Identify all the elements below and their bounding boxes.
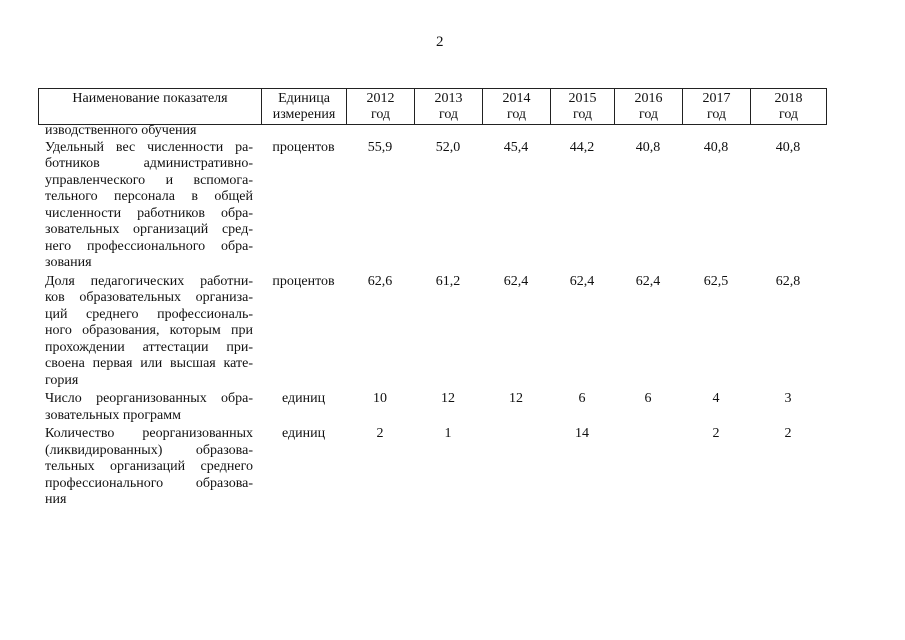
indicator-name-line: профессионального образова-: [45, 475, 253, 491]
header-year-suffix: год: [778, 106, 799, 122]
value-cell: 1: [444, 426, 452, 441]
header-unit-line2: измерения: [272, 106, 336, 122]
indicator-name-line: Число реорганизованных обра-: [45, 391, 253, 406]
header-year: 2014: [502, 90, 531, 106]
indicator-name: [38, 426, 261, 511]
header-indicator-name: Наименование показателя: [39, 89, 262, 125]
value-cell: 62,4: [635, 273, 661, 289]
header-year-2013: [415, 89, 483, 125]
table-row: [38, 140, 826, 274]
indicator-name: [38, 274, 261, 392]
value-cell: 44,2: [569, 139, 595, 155]
header-year-2014: [483, 89, 551, 125]
value-cell: 40,8: [703, 139, 729, 155]
header-year-suffix: год: [506, 106, 527, 122]
indicator-name-line: численности работников обра-: [45, 205, 253, 221]
value-cell: [614, 426, 682, 511]
value-cell: 3: [784, 391, 792, 406]
table-body: [38, 123, 826, 511]
header-year-suffix: год: [438, 106, 459, 122]
indicator-name-line: прохождении аттестации при-: [45, 339, 253, 355]
indicator-name-line: зовательных организаций сред-: [45, 222, 253, 237]
value-cell: 45,4: [503, 139, 529, 155]
value-cell: 40,8: [635, 139, 661, 155]
indicator-name-line: Доля педагогических работни-: [45, 273, 253, 289]
header-year: 2013: [434, 90, 463, 106]
value-cell: 40,8: [775, 139, 801, 155]
value-cell: 6: [578, 391, 586, 406]
value-cell: 52,0: [435, 139, 461, 155]
header-year-suffix: год: [706, 106, 727, 122]
indicator-name-line: Удельный вес численности ра-: [45, 139, 253, 155]
value-cell: 12: [509, 391, 523, 406]
table-header: [38, 88, 827, 125]
value-cell: 62,6: [367, 273, 393, 289]
indicator-name-line: ций среднего профессиональ-: [45, 306, 253, 322]
value-cell: 61,2: [435, 273, 461, 289]
continuation-text: изводственного обучения: [45, 123, 197, 138]
header-year-2012: [347, 89, 415, 125]
indicator-name-line: Количество реорганизованных: [45, 426, 253, 441]
indicator-name-line: своена первая или высшая кате-: [45, 356, 253, 371]
header-year-2017: [683, 89, 751, 125]
value-cell: [482, 426, 550, 511]
header-year-suffix: год: [638, 106, 659, 122]
indicator-name: [38, 391, 261, 426]
value-cell: 62,4: [503, 273, 529, 289]
value-cell: 4: [712, 391, 720, 406]
header-year-2016: [615, 89, 683, 125]
indicator-name-line: ния: [45, 492, 67, 507]
table-row: [38, 426, 826, 511]
value-cell: 2: [712, 426, 720, 441]
header-year: 2018: [774, 90, 803, 106]
indicator-name-line: (ликвидированных) образова-: [45, 442, 253, 458]
value-cell: 10: [373, 391, 387, 406]
header-year-2015: [551, 89, 615, 125]
unit-cell: процентов: [272, 273, 335, 289]
value-cell: 12: [441, 391, 455, 406]
indicator-name-line: ков образовательных организа-: [45, 290, 253, 305]
indicator-name-line: ботников административно-: [45, 156, 253, 171]
header-year-suffix: год: [370, 106, 391, 122]
header-year: 2017: [702, 90, 731, 106]
unit-cell: единиц: [281, 391, 326, 406]
indicator-name-line: зовательных программ: [45, 407, 181, 423]
header-year-2018: [751, 89, 827, 125]
unit-cell: единиц: [281, 426, 326, 441]
value-cell: 62,8: [775, 273, 801, 289]
header-unit-line1: Единица: [278, 90, 330, 106]
indicator-name-line: тельного персонала в общей: [45, 189, 253, 204]
table-row: [38, 391, 826, 426]
header-unit: [262, 89, 347, 125]
page-number: 2: [436, 34, 444, 50]
indicator-name-line: гория: [45, 372, 79, 388]
indicator-name-line: ного образования, которым при: [45, 323, 253, 338]
header-year-suffix: год: [572, 106, 593, 122]
value-cell: 14: [575, 426, 589, 441]
indicator-name-line: него профессионального обра-: [45, 238, 253, 254]
unit-cell: процентов: [272, 139, 335, 155]
header-year: 2016: [634, 90, 663, 106]
indicator-name-line: зования: [45, 255, 92, 270]
value-cell: 62,5: [703, 273, 729, 289]
value-cell: 62,4: [569, 273, 595, 289]
indicator-name-line: тельных организаций среднего: [45, 459, 253, 474]
table-row-continuation: [38, 123, 826, 140]
indicator-name-line: управленческого и вспомога-: [45, 172, 253, 188]
value-cell: 6: [644, 391, 652, 406]
header-year: 2012: [366, 90, 395, 106]
header-year: 2015: [568, 90, 597, 106]
value-cell: 2: [784, 426, 792, 441]
table-row: [38, 274, 826, 392]
value-cell: 55,9: [367, 139, 393, 155]
value-cell: 2: [376, 426, 384, 441]
indicator-name: [38, 140, 261, 274]
